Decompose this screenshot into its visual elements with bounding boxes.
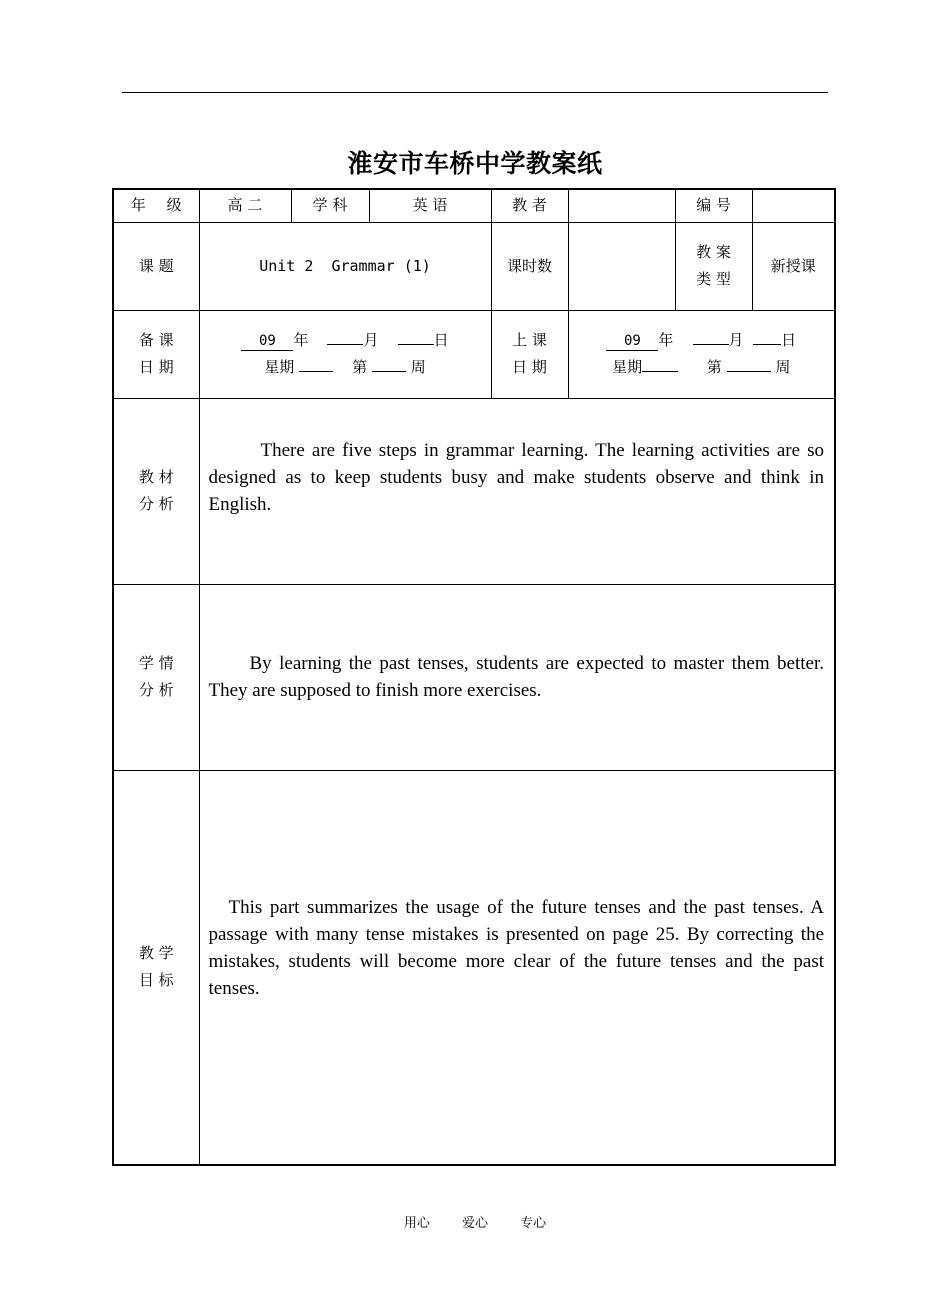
footer-item: 用心: [403, 1216, 430, 1231]
lesson-plan-table: [112, 188, 836, 1166]
prep-date-label: 备 课 日 期: [113, 310, 199, 398]
plan-type-label: 教 案 类 型: [675, 222, 752, 310]
class-date-label: 上 课 日 期: [491, 310, 568, 398]
class-weekday-blank: [642, 371, 678, 372]
material-analysis-text: There are five steps in grammar learning. The learning activities are so designed as to keep students busy and make students observe and think in English.: [199, 398, 835, 584]
info-row-3: [113, 310, 835, 398]
class-year: 09: [606, 332, 658, 351]
student-analysis-row: [113, 584, 835, 770]
periods-value: [568, 222, 675, 310]
teacher-label: 教 者: [491, 189, 568, 222]
objectives-text: This part summarizes the usage of the future tenses and the past tenses. A passage with many tense mistakes is presented on page 25. By correcting the mistakes, students will become more clear of the future tenses and the past tenses.: [199, 770, 835, 1165]
footer-item: 专心: [520, 1216, 547, 1231]
class-date-line-2: 星期 第 周: [612, 358, 791, 376]
class-month-blank: [693, 344, 729, 345]
teacher-value: [568, 189, 675, 222]
prep-weekday-blank: [299, 371, 333, 372]
prep-date-value: [199, 310, 491, 398]
subject-value: 英 语: [369, 189, 491, 222]
number-label: 编 号: [675, 189, 752, 222]
topic-value: Unit 2 Grammar (1): [199, 222, 491, 310]
class-date-value: [568, 310, 835, 398]
class-date-line-1: 09 年 月 日: [569, 327, 835, 354]
prep-day-blank: [398, 344, 434, 345]
class-week-blank: [727, 371, 771, 372]
prep-date-line-2: 星期 第 周: [264, 358, 426, 376]
prep-year: 09: [241, 332, 293, 351]
student-analysis-text: By learning the past tenses, students are expected to master them better. They are supposed to finish more exercises.: [199, 584, 835, 770]
grade-label: 年 级: [113, 189, 199, 222]
prep-week-blank: [372, 371, 406, 372]
class-day-blank: [753, 344, 781, 345]
page-footer: [0, 1212, 950, 1231]
material-analysis-row: [113, 398, 835, 584]
objectives-label: 教 学 目 标: [113, 770, 199, 1165]
page-title: 淮安市车桥中学教案纸: [347, 149, 603, 178]
objectives-row: [113, 770, 835, 1165]
header-rule: [122, 92, 828, 93]
info-row-2: [113, 222, 835, 310]
footer-item: 爱心: [461, 1216, 488, 1231]
number-value: [752, 189, 835, 222]
student-analysis-label: 学 情 分 析: [113, 584, 199, 770]
plan-type-value: 新授课: [752, 222, 835, 310]
topic-label: 课 题: [113, 222, 199, 310]
material-analysis-label: 教 材 分 析: [113, 398, 199, 584]
prep-date-line-1: 09 年 月 日: [200, 327, 491, 354]
periods-label: 课时数: [491, 222, 568, 310]
grade-value: 高 二: [199, 189, 291, 222]
info-row-1: [113, 189, 835, 222]
prep-month-blank: [327, 344, 363, 345]
subject-label: 学 科: [291, 189, 369, 222]
